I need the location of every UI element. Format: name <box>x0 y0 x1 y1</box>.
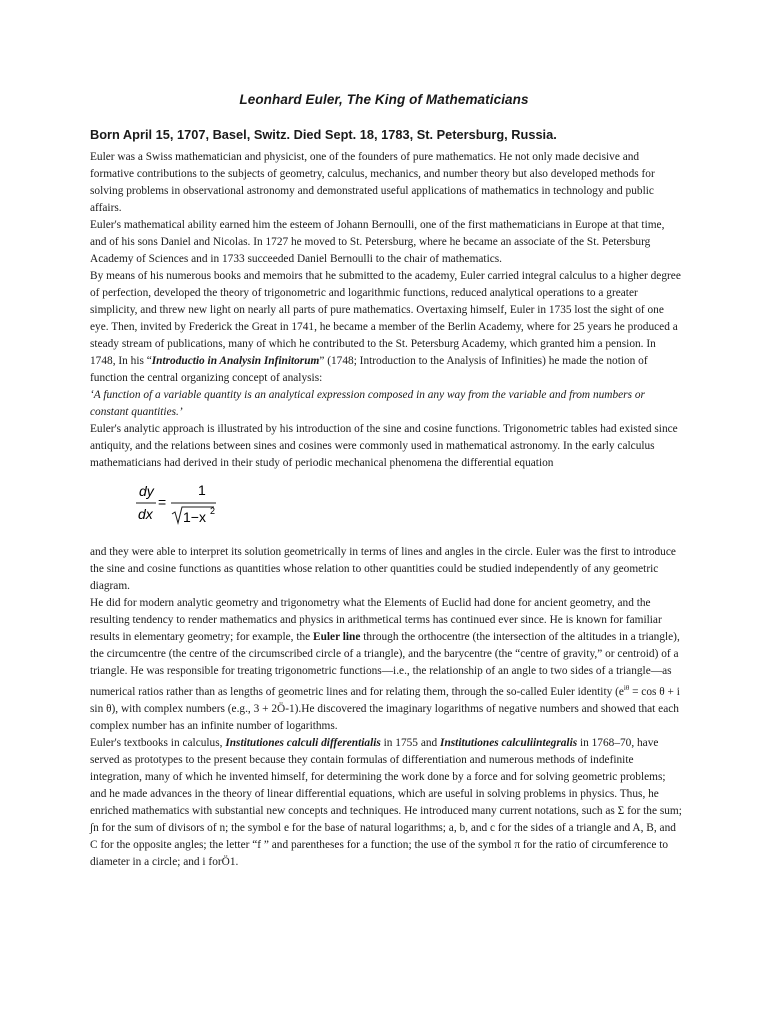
eq-numerator-one: 1 <box>198 482 206 498</box>
eq-radicand: 1−x <box>183 509 206 525</box>
paragraph-bernoulli: Euler's mathematical ability earned him the esteem of Johann Bernoulli, one of the first mathematicians in Europe at that time, and of his sons Daniel and Nicolas. In 1727 he moved to St. Petersburg, where he became an associate of the St. Petersburg Academy of Sciences and in 1733 succeeded Daniel Bernoulli to the chair of mathematics. <box>90 219 665 265</box>
text-span: Euler's textbooks in calculus, <box>90 736 226 749</box>
paragraph-analytic-geometry <box>90 595 682 735</box>
paragraph-sine-cosine: Euler's analytic approach is illustrated by his introduction of the sine and cosine functions. Trigonometric tables had existed since antiquity, and the relations between sines and cosines were commonly used in mathematical astronomy. In the early calculus mathematicians had derived in their study of periodic mechanical phenomena the differential equation <box>90 423 678 469</box>
differential-equation <box>90 472 682 544</box>
eq-dy: dy <box>139 483 154 499</box>
paragraph-geometric-interpretation: and they were able to interpret its solution geometrically in terms of lines and angles in the circle. Euler was the first to introduce the sine and cosine functions as quantities whose relation to other quantities could be studied independently of any geometric diagram. <box>90 546 676 592</box>
function-quote <box>90 387 682 421</box>
book-title: Institutiones calculiintegralis <box>440 736 578 749</box>
paragraph-academy <box>90 268 682 387</box>
page-subtitle: Born April 15, 1707, Basel, Switz. Died Sept. 18, 1783, St. Petersburg, Russia. <box>90 127 557 142</box>
text-span: By means of his numerous books and memoirs that he submitted to the academy, Euler carried integral calculus to a higher degree of perfection, developed the theory of trigonometric and logarithmic functions, reduced analytical operations to a greater simplicity, and threw new light on nearly all parts of pure mathematics. Overtaxing himself, Euler in 1735 lost the sight of one eye. Then, invited by Frederick the Great in 1741, he became a member of the Berlin Academy, where for 25 years he produced a steady stream of publications, many of which he contributed to the St. Petersburg Academy, which granted him a pension. In 1748, In his “ <box>90 270 681 367</box>
book-title: Institutiones calculi differentialis <box>225 736 381 749</box>
text-span: through the orthocentre (the intersection of the altitudes in a triangle), the circumcentre (the centre of the circumscribed circle of a triangle), and the barycentre (the “centre of gravity,” or centroid) of a triangle. He was responsible for treating trigonometric functions—i.e., the relationship of an angle to two sides of a triangle—as numerical ratios rather than as lengths of geometric lines and for relating them, through the so-called Euler identity (e <box>90 631 680 698</box>
paragraph-textbooks <box>90 735 682 871</box>
text-span: = cos θ + i sin θ), with complex numbers (e.g., 3 + 2Ö-1).He discovered the imaginary logarithms of negative numbers and showed that each complex number has an infinite number of logarithms. <box>90 685 680 732</box>
euler-identity-exponent: iθ <box>623 684 630 692</box>
book-title: Introductio in Analysin Infinitorum <box>151 355 320 367</box>
equation-svg <box>134 476 244 540</box>
eq-equals: = <box>158 494 167 510</box>
paragraph-intro: Euler was a Swiss mathematician and physicist, one of the founders of pure mathematics. He not only made decisive and formative contributions to the subjects of geometry, calculus, mechanics, and number theory but also developed methods for solving problems in observational astronomy and demonstrated useful applications of mathematics in technology and public affairs. <box>90 151 655 214</box>
quote-text: ‘A function of a variable quantity is an analytical expression composed in any way from the variable and from numbers or constant quantities.’ <box>90 389 645 418</box>
text-span: in 1768–70, have served as prototypes to the present because they contain formulas of differentiation and numerous methods of indefinite integration, many of which he invented himself, for determining the work done by a force and for solving geometric problems; and he made advances in the theory of linear differential equations, which are useful in solving problems in physics. Thus, he enriched mathematics with substantial new concepts and techniques. He introduced many current notations, such as Σ for the sum; ∫n for the sum of divisors of n; the symbol e for the base of natural logarithms; a, b, and c for the sides of a triangle and A, B, and C for the opposite angles; the letter “f ” and parentheses for a function; the use of the symbol π for the ratio of circumference to diameter in a circle; and i forÖ1. <box>90 736 682 868</box>
text-span: ” (1748; Introduction to the Analysis of Infinities) he made the notion of function the central organizing concept of analysis: <box>90 355 648 384</box>
text-span: in 1755 and <box>380 736 441 749</box>
page-title: Leonhard Euler, The King of Mathematicians <box>239 92 529 107</box>
euler-line-term: Euler line <box>313 631 361 643</box>
document-body <box>90 149 682 871</box>
eq-exponent: 2 <box>210 506 216 516</box>
text-span: He did for modern analytic geometry and trigonometry what the Elements of Euclid had done for ancient geometry, and the resulting tendency to render mathematics and physics in arithmetical terms has continued ever since. He is known for familiar results in elementary geometry; for example, the <box>90 597 662 643</box>
eq-dx: dx <box>138 506 153 522</box>
